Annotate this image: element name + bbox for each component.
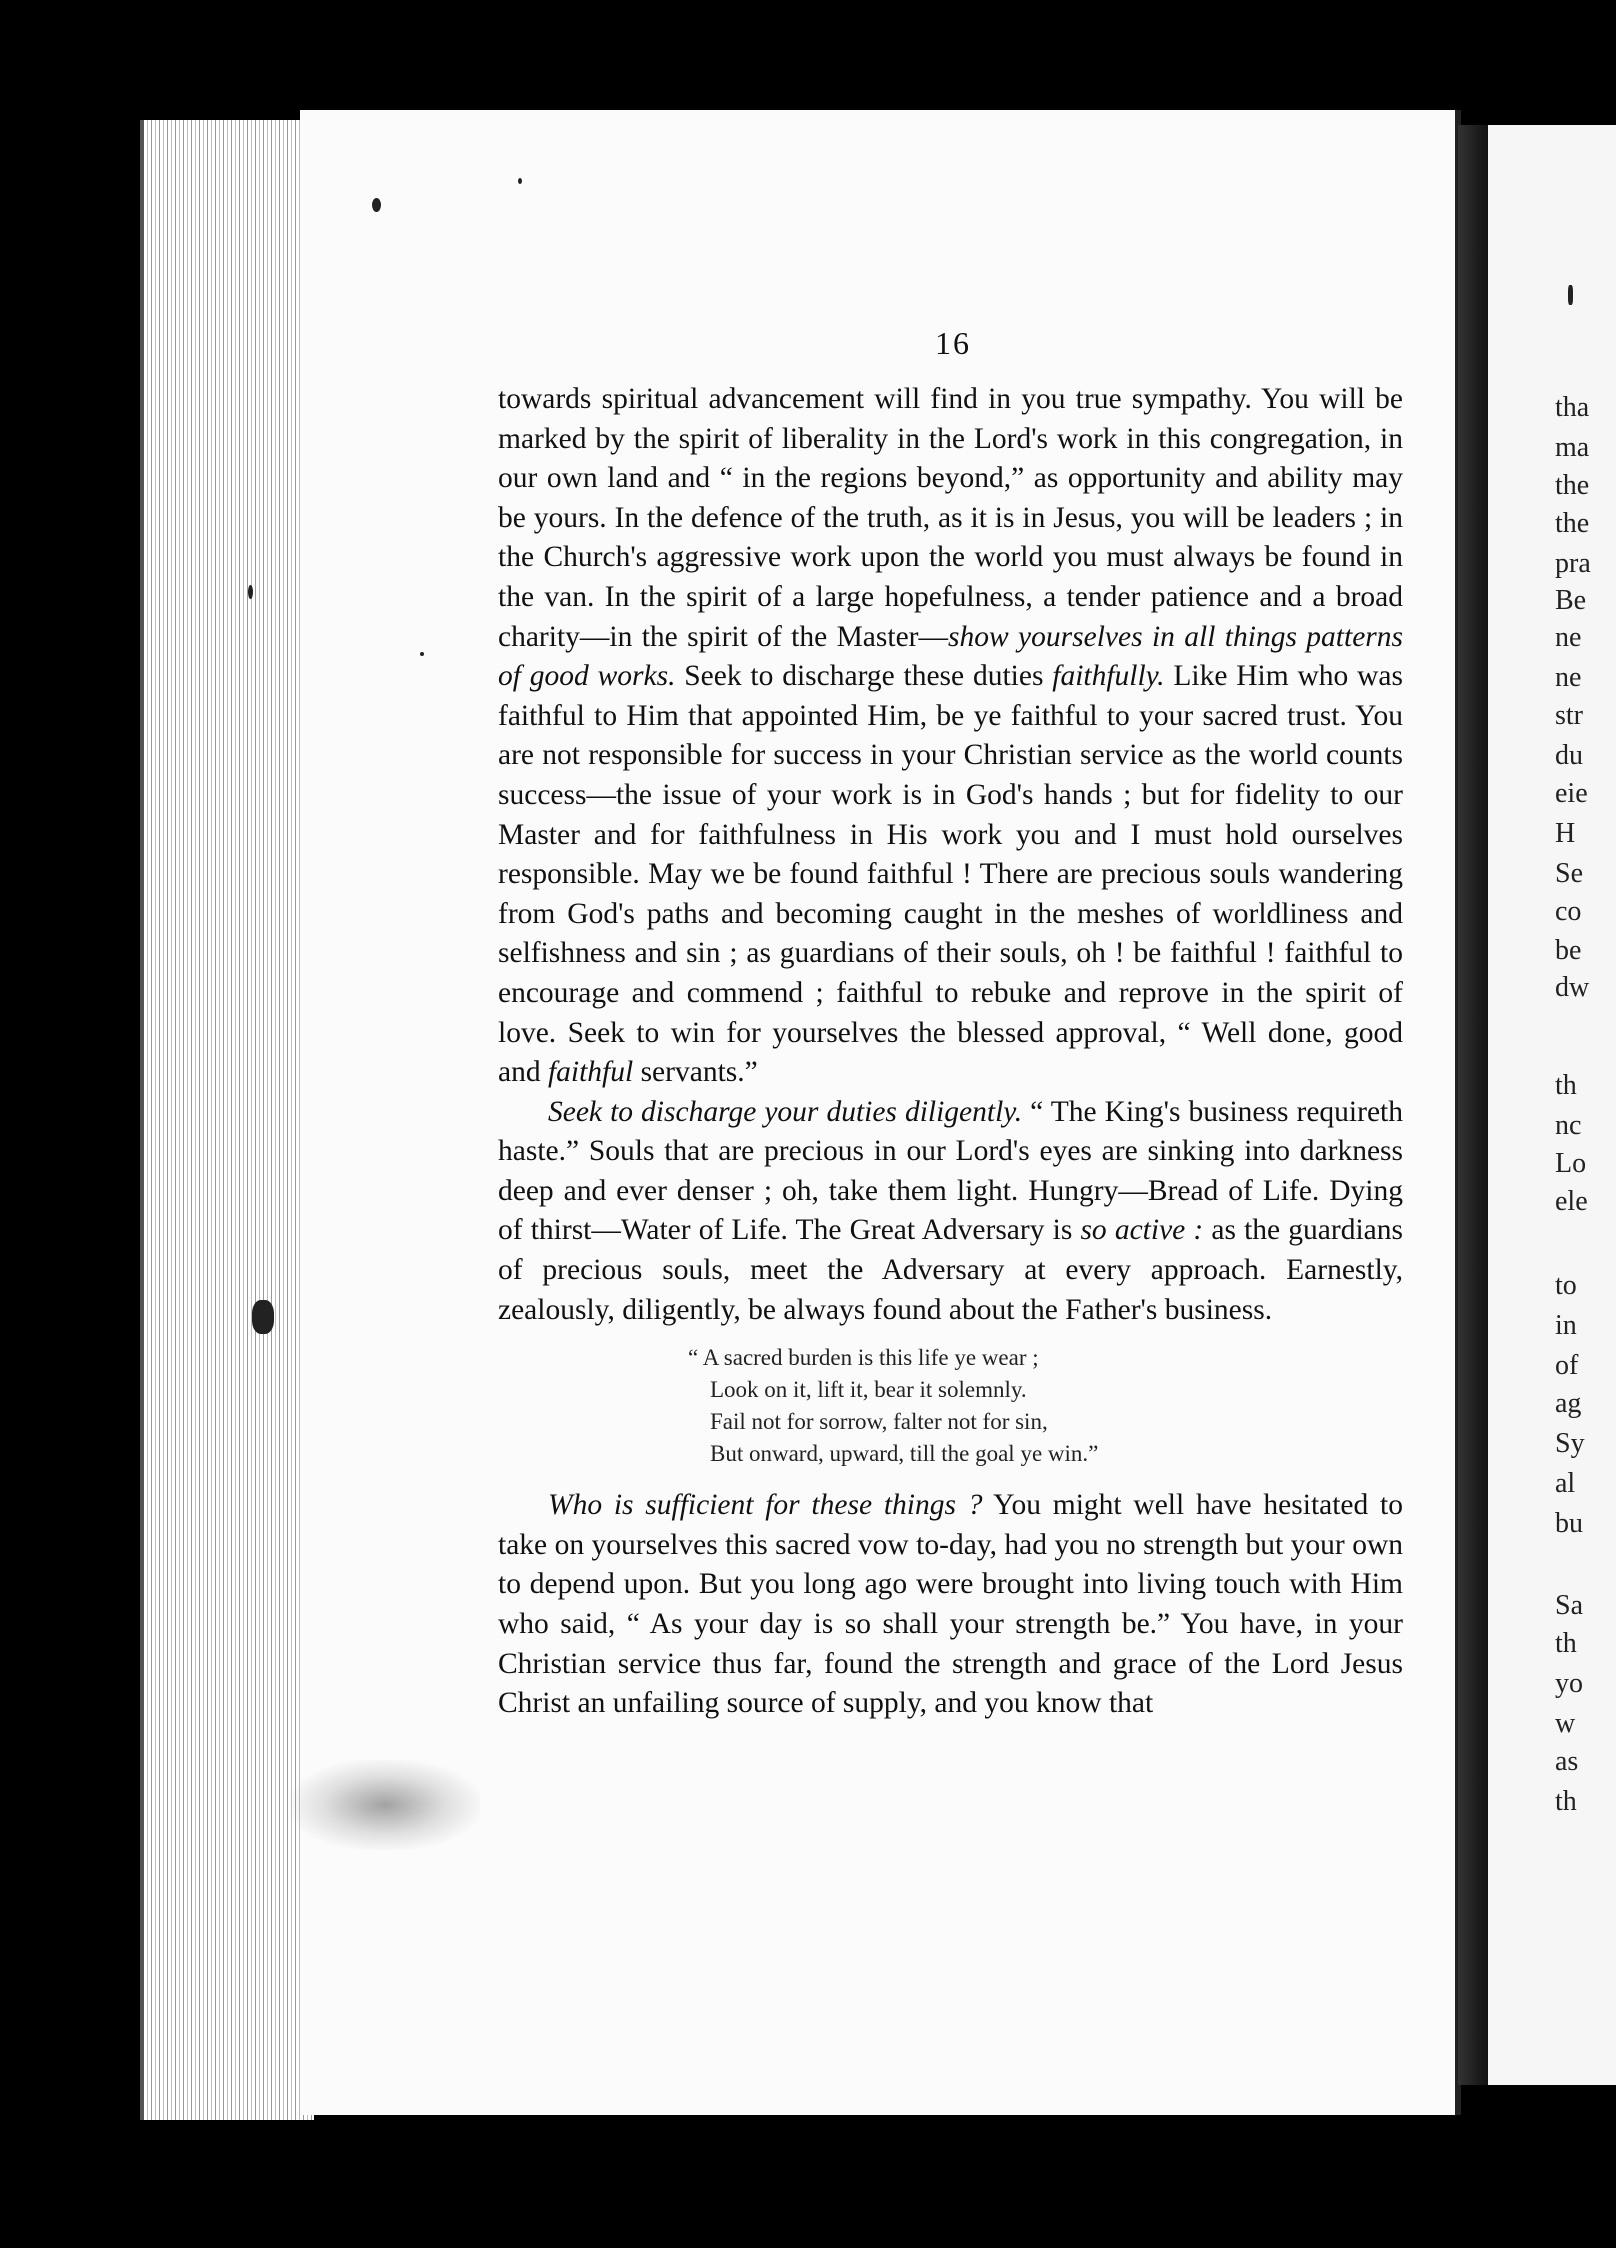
italic-text: faithful	[547, 1056, 634, 1089]
facing-page-fragment: ne	[1555, 662, 1582, 693]
text-segment: Seek to discharge these duties	[675, 660, 1053, 693]
facing-page-fragment: str	[1555, 700, 1583, 731]
facing-page-fragment: nc	[1555, 1110, 1582, 1141]
ink-speck	[248, 585, 253, 599]
facing-page-fragment: Lo	[1555, 1148, 1587, 1179]
book-gutter	[1458, 125, 1488, 2085]
facing-page-fragment: Sa	[1555, 1590, 1583, 1621]
facing-page-fragment: ele	[1555, 1186, 1588, 1217]
ink-speck	[372, 198, 381, 212]
ink-speck	[1568, 285, 1573, 305]
poem-quote	[688, 1342, 1403, 1470]
poem-line: Fail not for sorrow, falter not for sin,	[710, 1409, 1048, 1435]
facing-page-fragment: be	[1555, 935, 1582, 966]
paragraph	[498, 1486, 1403, 1724]
italic-text: Who is sufficient for these things ?	[548, 1489, 983, 1522]
page-number: 16	[935, 325, 971, 361]
facing-page-fragment: du	[1555, 740, 1583, 771]
italic-text: faithfully.	[1052, 660, 1165, 693]
facing-page-fragment: th	[1555, 1786, 1577, 1817]
text-segment: Like Him who was faithful to Him that appointed Him, be ye faithful to your sacred trust. You are not responsible for success in your Christian service as the world counts success—the issue of your work is in God's hands ; but for fidelity to our Master and for faithfulness in His work you and I must hold ourselves responsible. May we be found faithful ! There are precious souls wandering from God's paths and becoming caught in the meshes of worldliness and selfishness and sin ; as guardians of their souls, oh ! be faithful ! faithful to encourage and commend ; faithful to rebuke and reprove in the spirit of love. Seek to win for yourselves the blessed approval, “ Well done, good and	[498, 660, 1403, 1089]
facing-page-fragment: the	[1555, 470, 1590, 501]
facing-page-fragment: ag	[1555, 1388, 1582, 1419]
facing-page-fragment: tha	[1555, 392, 1590, 423]
italic-text: show yourselves in all things patterns of good works.	[498, 620, 1404, 693]
facing-page-fragment: in	[1555, 1310, 1577, 1341]
ink-speck	[518, 178, 522, 184]
facing-page-fragment: of	[1555, 1350, 1579, 1381]
facing-page-fragment: Sy	[1555, 1428, 1585, 1459]
facing-page-fragment: w	[1555, 1708, 1576, 1739]
facing-page-fragment: th	[1555, 1628, 1577, 1659]
facing-page	[1488, 125, 1616, 2085]
facing-page-fragment: pra	[1555, 548, 1591, 579]
ink-speck	[420, 652, 424, 656]
text-segment: towards spiritual advancement will find in you true sympathy. You will be marked by the spirit of liberality in the Lord's work in this congregation, in our own land and “ in the regions beyond,” as opportunity and ability may be yours. In the defence of the truth, as it is in Jesus, you will be leaders ; in the Church's aggressive work upon the world you must always be found in the van. In the spirit of a large hopefulness, a tender patience and a broad charity—in the spirit of the Master—	[498, 383, 1403, 653]
facing-page-fragment: H	[1555, 818, 1576, 849]
facing-page-fragment: Be	[1555, 585, 1587, 616]
text-segment: servants.”	[633, 1056, 758, 1089]
facing-page-fragment: as	[1555, 1746, 1579, 1777]
ink-smudge	[290, 1760, 480, 1850]
italic-text: so active :	[1080, 1214, 1204, 1247]
facing-page-fragment: Se	[1555, 858, 1583, 889]
paragraph	[498, 380, 1403, 1093]
ink-speck	[252, 1300, 274, 1334]
facing-page-fragment: ma	[1555, 432, 1590, 463]
facing-page-fragment: ne	[1555, 622, 1582, 653]
facing-page-fragment: co	[1555, 896, 1582, 927]
facing-page-fragment: the	[1555, 508, 1590, 539]
facing-page-fragment: eie	[1555, 778, 1588, 809]
facing-page-fragment: dw	[1555, 972, 1590, 1003]
facing-page-fragment: to	[1555, 1270, 1577, 1301]
text-segment: You might well have hesitated to take on yourselves this sacred vow to-day, had you no strength but your own to depend upon. But you long ago were brought into living touch with Him who said, “ As your day is so shall your strength be.” You have, in your Christian service thus far, found the strength and grace of the Lord Jesus Christ an unfailing source of supply, and you know that	[498, 1489, 1403, 1720]
text-segment: as the guardians of precious souls, meet the Adversary at every approach. Earnestly, zealously, diligently, be always found about the Father's business.	[498, 1214, 1403, 1326]
poem-line: But onward, upward, till the goal ye win.”	[710, 1441, 1099, 1467]
book-page-edges	[140, 120, 314, 2120]
facing-page-fragment: bu	[1555, 1508, 1583, 1539]
poem-line: “ A sacred burden is this life ye wear ;	[688, 1345, 1039, 1371]
facing-page-fragment: th	[1555, 1070, 1577, 1101]
text-segment: “ The King's business requireth haste.” Souls that are precious in our Lord's eyes are sinking into darkness deep and ever denser ; oh, take them light. Hungry—Bread of Life. Dying of thirst—Water of Life. The Great Adversary is	[498, 1095, 1403, 1247]
facing-page-fragment: yo	[1555, 1668, 1583, 1699]
page-body	[498, 380, 1403, 1724]
paragraph	[498, 1093, 1403, 1331]
italic-text: Seek to discharge your duties diligently.	[548, 1095, 1023, 1128]
facing-page-fragment: al	[1555, 1468, 1576, 1499]
poem-line: Look on it, lift it, bear it solemnly.	[710, 1377, 1027, 1403]
